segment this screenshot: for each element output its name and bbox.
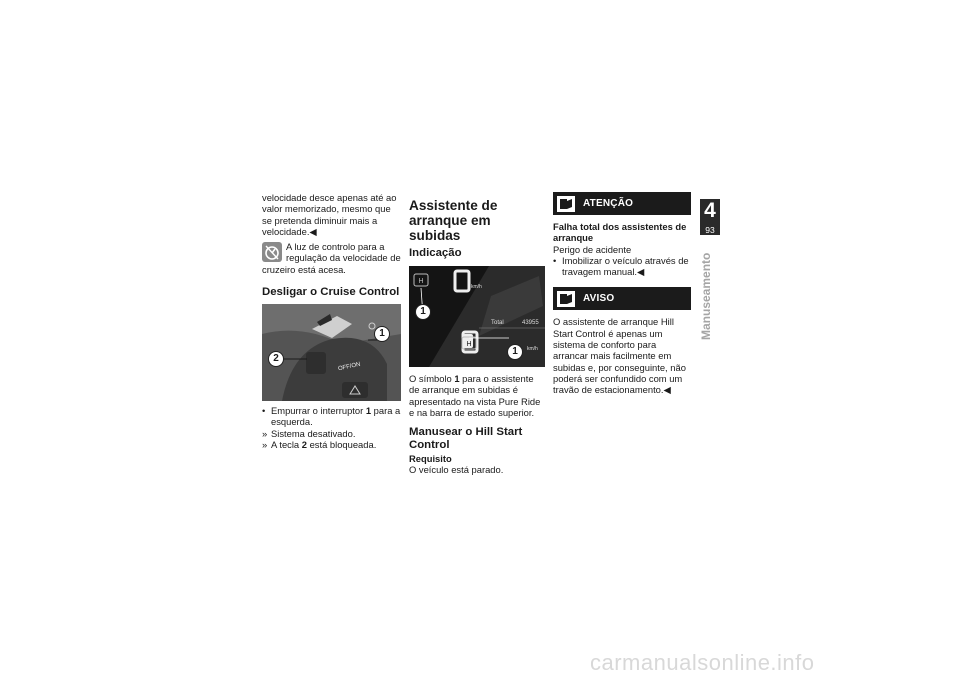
warning-book-icon — [557, 196, 575, 212]
intro-paragraph: velocidade desce apenas até ao valor memorizado, mesmo que se pretenda diminuir mais a velocidade.◀ — [262, 192, 397, 237]
svg-text:H: H — [418, 278, 424, 285]
subheading-indication: Indicação — [409, 247, 462, 259]
notice-banner — [553, 287, 691, 310]
warning-title: Falha total dos assistentes de arranque — [553, 221, 687, 244]
section-heading-hill-start: Assistente de arranque em subidas — [409, 198, 498, 243]
warning-text: Perigo de acidente — [553, 243, 632, 255]
notice-text: O assistente de arranque Hill Start Control é apenas um sistema de conforto para arrancar mais facilmente em subidas e, por conseguinte, não poderá ser confundido com um travão de estacionamento.◀ — [553, 316, 686, 396]
cruise-control-indicator-icon — [262, 242, 282, 262]
display-unit-top: km/h — [471, 284, 482, 290]
column-middle — [409, 192, 545, 476]
indication-paragraph: O símbolo 1 para o assistente de arranque em subidas é apresentado na vista Pure Ride e na barra de estado superior. — [409, 373, 541, 418]
display-callout-b: 1 — [507, 344, 523, 360]
switch-photo — [262, 304, 401, 401]
photo-callout-2: 2 — [268, 351, 284, 367]
warning-banner — [553, 192, 691, 215]
column-left — [262, 192, 401, 450]
column-right — [553, 192, 691, 396]
notice-book-icon — [557, 291, 575, 307]
section-heading-cruise-off: Desligar o Cruise Control — [262, 286, 400, 299]
page-number: 93 — [705, 225, 715, 235]
display-callout-a: 1 — [415, 304, 431, 320]
display-unit-bottom: km/h — [527, 346, 538, 352]
watermark: carmanualsonline.info — [590, 650, 815, 675]
warning-label: ATENÇÃO — [583, 198, 634, 209]
warning-bullet: • Imobilizar o veículo através de travagem manual.◀ — [553, 254, 689, 278]
chapter-title-vertical: Manuseamento — [699, 252, 713, 340]
result-line-1: » Sistema desativado. — [262, 427, 356, 439]
result-line-2: » A tecla 2 está bloqueada. — [262, 438, 377, 450]
dashboard-display — [409, 266, 545, 367]
photo-callout-1: 1 — [374, 326, 390, 342]
display-odometer: 43955 — [522, 320, 539, 326]
chapter-number: 4 — [704, 199, 716, 222]
requirement-text: O veículo está parado. — [409, 464, 504, 476]
notice-label: AVISO — [583, 293, 615, 305]
requirement-heading: Requisito — [409, 453, 452, 465]
display-total-label: Total — [491, 320, 504, 326]
section-heading-operate: Manusear o Hill Start Control — [409, 426, 523, 452]
photo-label-switch: OFF/ON — [337, 361, 362, 373]
control-light-note — [262, 241, 401, 275]
control-light-text: A luz de controlo para a regulação da velocidade de cruzeiro está acesa. — [262, 241, 401, 275]
handlebar-switch-illustration — [262, 304, 401, 401]
instruction-bullet: • Empurrar o interruptor 1 para a esquerda. — [262, 405, 401, 428]
svg-text:H: H — [466, 341, 472, 348]
